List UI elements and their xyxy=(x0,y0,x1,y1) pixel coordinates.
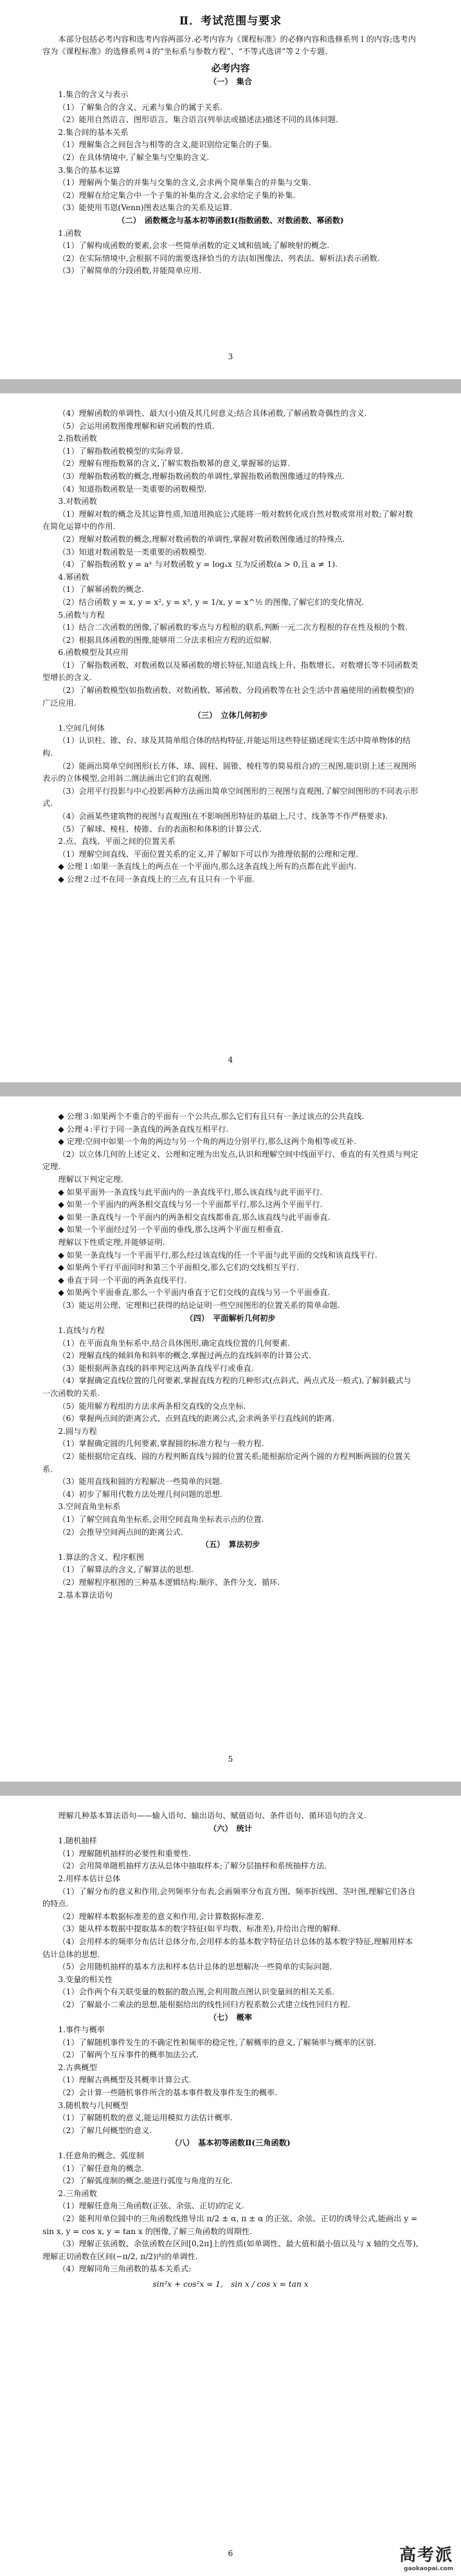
list-item: （2）会计算一些随机事件所含的基本事件数及事件发生的概率. xyxy=(58,2088,278,2098)
list-item: （1）理解任意角三角函数(正弦、余弦、正切)的定义. xyxy=(58,2201,244,2211)
page-number: 3 xyxy=(228,352,233,361)
list-item: 1.直线与方程 xyxy=(58,1326,105,1336)
page-1-sections xyxy=(42,76,419,278)
list-item: 2.点、直线、平面之间的位置关系 xyxy=(58,837,176,846)
section-title: （五） 算法初步 xyxy=(201,1540,260,1550)
list-item: ◆ 如果两个平行平面同时和第三个平面相交,那么它们的交线相互平行. xyxy=(58,1263,299,1273)
list-item: ◆ 如果两个平面垂直,那么一个平面内垂直于它们交线的直线与另一个平面垂直. xyxy=(58,1288,330,1298)
list-item: （1）了解幂函数的概念. xyxy=(58,585,144,595)
list-item: （1）理解集合之间包含与相等的含义,能识别给定集合的子集. xyxy=(58,140,272,150)
list-item: 1.集合的含义与表示 xyxy=(58,89,129,99)
list-item: （2）理解样本数据标准差的意义和作用,会计算数据标准差. xyxy=(58,1911,264,1921)
list-item: （4）掌握确定直线位置的几何要素,掌握直线方程的几种形式(点斜式、两点式及一般式),了解斜截式与一次函数的关系. xyxy=(42,1376,411,1399)
list-item: （2）理解直线的倾斜角和斜率的概念,掌握过两点的直线斜率的计算公式. xyxy=(58,1351,311,1361)
list-item: 2.三角函数 xyxy=(58,2188,97,2198)
page-3-items-b xyxy=(42,1325,419,1539)
list-item: （4）会用样本的频率分布估计总体分布,会用样本的基本数字特征估计总体的基本数字特征,理解用样本估计总体的思想. xyxy=(42,1936,413,1959)
list-item: （1）了解空间直角坐标系,会用空间直角坐标表示点的位置. xyxy=(58,1515,264,1524)
list-item: 1.任意角的概念、弧度制 xyxy=(58,2151,144,2161)
section-title: （八） 基本初等函数Ⅱ(三角函数) xyxy=(170,2138,291,2148)
page-3-items xyxy=(42,1111,419,1312)
page-3-items-c xyxy=(42,1552,419,1602)
page-number: 6 xyxy=(228,2549,233,2558)
page-gap xyxy=(0,1782,461,1796)
list-item: （3）会用平行投影与中心投影两种方法画出简单空间图形的三视图与直观图,了解空间图形的不同表示形式. xyxy=(42,786,419,809)
list-item: 3.随机数与几何概型 xyxy=(58,2100,129,2110)
list-item: （3）了解简单的分段函数,并能简单应用. xyxy=(58,266,202,276)
list-item: （2）会推导空间两点间的距离公式. xyxy=(58,1527,183,1537)
list-item: （3）理解指数函数的概念,理解指数函数的单调性,掌握指数函数图像通过的特殊点. xyxy=(58,471,345,481)
section-title: （一） 集合 xyxy=(208,77,253,87)
section-heading: 必考内容 xyxy=(211,62,250,74)
list-item: （1）了解指数函数、对数函数以及幂函数的增长特征,知道直线上升、指数增长、对数增长等不同函数类型增长的含义. xyxy=(42,660,419,683)
list-item: （3）能从样本数据中提取基本的数字特征(如平均数、标准差),并给出合理的解释. xyxy=(58,1924,341,1934)
page-4-items xyxy=(42,1835,419,2011)
list-item: 1.事件与概率 xyxy=(58,2025,105,2035)
list-item: （4）了解指数函数 y = aˣ 与对数函数 y = logₐx 互为反函数(a > 0,且 a ≠ 1). xyxy=(58,560,338,569)
list-item: （1）了解任意角的概念. xyxy=(58,2163,144,2173)
intro-paragraph: 本部分包括必考内容和选考内容两部分.必考内容为《课程标准》的必修内容和选修系列１的内容;选考内容为《课程标准》的选修系列４的“坐标系与参数方程”、“不等式选讲”等２个专题. xyxy=(42,34,416,57)
list-item: （1）理解两个集合的并集与交集的含义,会求两个简单集合的并集与交集. xyxy=(58,178,311,188)
list-item: （2）在实际情境中,会根据不同的需要选择恰当的方法(如图像法、列表法、解析法)表示函数. xyxy=(58,253,380,263)
list-item: ◆ 如果一条直线与一个平面内的两条相交直线都垂直,那么该直线与此平面垂直. xyxy=(58,1212,330,1222)
list-item: （1）会作两个有关联变量的数据的散点图,会利用散点图认识变量间的相关关系. xyxy=(58,1987,335,1997)
list-item: （2）理解在给定集合中一个子集的补集的含义,会求给定子集的补集. xyxy=(58,190,296,200)
list-item: （1）认识柱、锥、台、球及其简单组合体的结构特征,并能运用这些特征描述现实生活中简单物体的结构. xyxy=(42,736,411,758)
list-item: 1.函数 xyxy=(58,228,82,238)
list-item: （2）根据具体函数的图像,能够用二分法求相应方程的近似解. xyxy=(58,635,272,645)
list-item: （2）了解弧度制的概念,能进行弧度与角度的互化. xyxy=(58,2176,233,2186)
section-title: （四） 平面解析几何初步 xyxy=(185,1313,276,1323)
list-item: 2.集合间的基本关系 xyxy=(58,127,129,137)
list-item: 3.变量的相关性 xyxy=(58,1974,113,1984)
document-title: Ⅱ．考试范围与要求 xyxy=(179,15,282,28)
list-item: （6）掌握两点间的距离公式、点到直线的距离公式,会求两条平行直线间的距离. xyxy=(58,1414,335,1424)
list-item: （4）初步了解用代数方法处理几何问题的思想. xyxy=(58,1489,222,1499)
list-item: ◆ 如果平面外一条直线与此平面内的一条直线平行,那么该直线与此平面平行. xyxy=(58,1187,323,1197)
list-item: （2）了解几何概型的意义. xyxy=(58,2125,152,2135)
list-item: 理解以下判定定理. xyxy=(58,1174,123,1184)
list-item: （4）理解函数的单调性、最大(小)值及其几何意义;结合具体函数,了解函数奇偶性的含义. xyxy=(58,409,367,418)
list-item: （3）理解正弦函数、余弦函数在区间[0,2π]上的性质(如单调性、最大值和最小值以及与 x 轴的交点等),理解正切函数在区间(−π/2, π/2)内的单调性. xyxy=(42,2239,419,2261)
list-item: （2）了解最小二乘法的思想,能根据给出的线性回归方程系数公式建立线性回归方程. xyxy=(58,1999,350,2009)
list-item: 2.圆与方程 xyxy=(58,1426,97,1436)
list-item: 5.函数与方程 xyxy=(58,610,105,620)
watermark-logo: 高考派 gaokaopai.com xyxy=(399,2546,453,2572)
page-4-items-b xyxy=(42,2024,419,2137)
list-item: （3）能根据两条直线的斜率判定这两条直线平行或垂直. xyxy=(58,1363,254,1373)
list-item: ◆ 公理４:平行于同一条直线的两条直线互相平行. xyxy=(58,1124,229,1134)
list-item: 1.空间几何体 xyxy=(58,723,105,733)
page-4-items-c xyxy=(42,2150,419,2276)
list-item: （2）理解程序框图的三种基本逻辑结构:顺序、条件分支、循环. xyxy=(58,1577,280,1587)
section-title: （七） 概率 xyxy=(208,2012,253,2022)
list-item: （2）了解两个互斥事件的概率加法公式. xyxy=(58,2050,199,2060)
list-item: 1.算法的含义、程序框图 xyxy=(58,1552,144,1562)
list-item: （2）能利用单位圆中的三角函数线推导出 π/2 ± α, π ± α 的正弦、余弦、正切的诱导公式,能画出 y = sin x, y = cos x, y = tan x 的图像,了解三角函数的周期性. xyxy=(42,2214,418,2236)
list-item: （1）在平面直角坐标系中,结合具体图形,确定直线位置的几何要素. xyxy=(58,1338,291,1348)
list-item: （2）了解函数模型(如指数函数、对数函数、幂函数、分段函数等在社会生活中普遍使用的函数模型)的广泛应用. xyxy=(42,686,414,708)
list-item: 3.集合的基本运算 xyxy=(58,165,121,175)
list-item: （2）以立体几何的上述定义、公理和定理为出发点,认识和理解空间中线面平行、垂直的有关性质与判定定理. xyxy=(42,1149,419,1172)
list-item: （3）能使用韦恩(Venn)图表达集合的关系及运算. xyxy=(58,203,233,213)
list-item: （1）理解空间直线、平面位置关系的定义,并了解如下可以作为推理依据的公理和定理. xyxy=(58,849,358,859)
list-item: （1）了解构成函数的要素,会求一些简单函数的定义域和值域;了解映射的概念. xyxy=(58,241,330,251)
list-item: 2.古典概型 xyxy=(58,2062,97,2072)
list-item: （1）理解随机抽样的必要性和重要性. xyxy=(58,1848,192,1858)
list-item: （1）理解对数的概念及其运算性质,知道用换底公式能将一般对数转化成自然对数或常用对数;了解对数在简化运算中的作用. xyxy=(42,509,413,532)
list-item: ◆ 公理３:如果两个不重合的平面有一个公共点,那么它们有且只有一条过该点的公共直线. xyxy=(58,1112,365,1121)
list-item: （1）了解指数函数模型的实际背景. xyxy=(58,446,183,456)
list-item: （1）掌握确定圆的几何要素,掌握圆的标准方程与一般方程. xyxy=(58,1439,264,1449)
list-item: （5）了解球、棱柱、棱锥、台的表面积和体积的计算公式. xyxy=(58,824,262,834)
list-item: （1）了解随机事件发生的不确定性和频率的稳定性,了解概率的意义,了解频率与概率的区别. xyxy=(58,2037,377,2047)
list-item: （2）结合函数 y = x, y = x², y = x³, y = 1/x, y = x^½ 的图像,了解它们的变化情况. xyxy=(58,597,365,607)
list-item: （1）了解随机数的意义,能运用模拟方法估计概率. xyxy=(58,2113,233,2123)
list-item: 3.对数函数 xyxy=(58,497,97,506)
formula: sin²x + cos²x = 1, sin x / cos x = tan x xyxy=(152,2279,309,2289)
list-item: （3）知道对数函数是一类重要的函数模型. xyxy=(58,547,207,557)
list-item: （5）会用随机抽样的基本方法和样本估计总体的思想解决一些简单的实际问题. xyxy=(58,1962,332,1972)
section-title: （六） 统计 xyxy=(208,1823,253,1833)
document-page-2 xyxy=(0,393,461,1082)
list-item: ◆ 如果一条直线与一个平面平行,那么经过该直线的任一个平面与此平面的交线和该直线平行. xyxy=(58,1250,377,1260)
list-item: （4）理解同角三角函数的基本关系式: xyxy=(58,2264,192,2274)
list-item: （2）能画出简单空间图形(长方体、球、圆柱、圆锥、棱柱等的简易组合)的三视图,能识别上述三视图所表示的立体模型,会用斜二测法画出它们的直观图. xyxy=(42,761,417,783)
list-item: 6.函数模型及其应用 xyxy=(58,648,129,657)
list-item: （2）理解有理指数幂的含义,了解实数指数幂的意义,掌握幂的运算. xyxy=(58,459,291,469)
list-item: （2）会用简单随机抽样方法从总体中抽取样本;了解分层抽样和系统抽样方法. xyxy=(58,1861,327,1871)
list-item: ◆ 如果一个平面经过另一个平面的垂线,那么这两个平面互相垂直. xyxy=(58,1225,284,1235)
page-number: 5 xyxy=(228,1755,233,1764)
list-item: ◆ 公理２:过不在同一条直线上的三点,有且只有一个平面. xyxy=(58,874,255,884)
list-item: （1）了解集合的含义、元素与集合的属于关系. xyxy=(58,102,222,112)
list-item: （3）能用直线和圆的方程解决一些简单的问题. xyxy=(58,1477,222,1487)
list-item: 2.指数函数 xyxy=(58,434,97,443)
list-item: ◆ 如果一个平面内的两条相交直线与另一个平面都平行,那么这两个平面平行. xyxy=(58,1200,323,1210)
list-item: （5）会运用函数图像理解和研究函数的性质. xyxy=(58,421,215,431)
lead-paragraph: 理解几种基本算法语句——输入语句、输出语句、赋值语句、条件语句、循环语句的含义. xyxy=(58,1811,366,1820)
document-page-4 xyxy=(0,1796,461,2576)
list-item: 1.随机抽样 xyxy=(58,1836,97,1846)
list-item: （4）知道指数函数是一类重要的函数模型. xyxy=(58,484,207,494)
list-item: （3）能运用公理、定理和已获得的结论证明一些空间图形的位置关系的简单命题. xyxy=(58,1300,340,1310)
list-item: 2.基本算法语句 xyxy=(58,1590,113,1600)
list-item: （5）能用解方程组的方法求两条相交直线的交点坐标. xyxy=(58,1401,246,1411)
list-item: （1）结合二次函数的图像,了解函数的零点与方程根的联系,判断一元二次方程根的存在性及根的个数. xyxy=(58,623,408,632)
list-item: （1）了解分布的意义和作用,会列频率分布表,会画频率分布直方图、频率折线图、茎叶图,理解它们各自的特点. xyxy=(42,1886,416,1909)
page-2-items xyxy=(42,407,419,710)
list-item: （2）在具体情境中,了解全集与空集的含义. xyxy=(58,152,210,162)
list-item: （4）会画某些建筑物的视图与直观图(在不影响图形特征的基础上,尺寸、线条等不作严格要求). xyxy=(58,812,388,821)
list-item: 2.用样本估计总体 xyxy=(58,1874,121,1883)
page-2-items-b xyxy=(42,722,419,886)
page-gap xyxy=(0,1082,461,1096)
page-number: 4 xyxy=(228,1055,233,1064)
list-item: （2）理解对数函数的概念,理解对数函数的单调性,掌握对数函数图像通过的特殊点. xyxy=(58,534,345,544)
document-page-3 xyxy=(0,1096,461,1782)
list-item: （1）了解算法的含义,了解算法的思想. xyxy=(58,1565,194,1575)
list-item: 理解以下性质定理,并能够证明. xyxy=(58,1237,165,1247)
section-title: （二） 函数概念与基本初等函数Ⅰ(指数函数、对数函数、幂函数) xyxy=(117,215,344,225)
list-item: ◆ 垂直于同一个平面的两条直线平行. xyxy=(58,1275,187,1285)
list-item: （2）能用自然语言、图形语言、集合语言(列举法或描述法)描述不同的具体问题. xyxy=(58,115,338,125)
page-gap xyxy=(0,379,461,393)
list-item: （2）能根据给定直线、圆的方程判断直线与圆的位置关系;能根据给定两个圆的方程判断两圆的位置关系. xyxy=(42,1452,411,1474)
list-item: ◆ 公理１:如果一条直线上的两点在一个平面内,那么这条直线上所有的点都在此平面内. xyxy=(58,862,357,872)
list-item: ◆ 定理:空间中如果一个角的两边与另一个角的两边分别平行,那么这两个角相等或互补. xyxy=(58,1137,357,1147)
section-title: （三） 立体几何初步 xyxy=(193,711,268,720)
list-item: 3.空间直角坐标系 xyxy=(58,1502,121,1512)
document-page-1 xyxy=(0,0,461,379)
list-item: （1）理解古典概型及其概率计算公式. xyxy=(58,2075,192,2085)
list-item: 4.幂函数 xyxy=(58,572,89,582)
